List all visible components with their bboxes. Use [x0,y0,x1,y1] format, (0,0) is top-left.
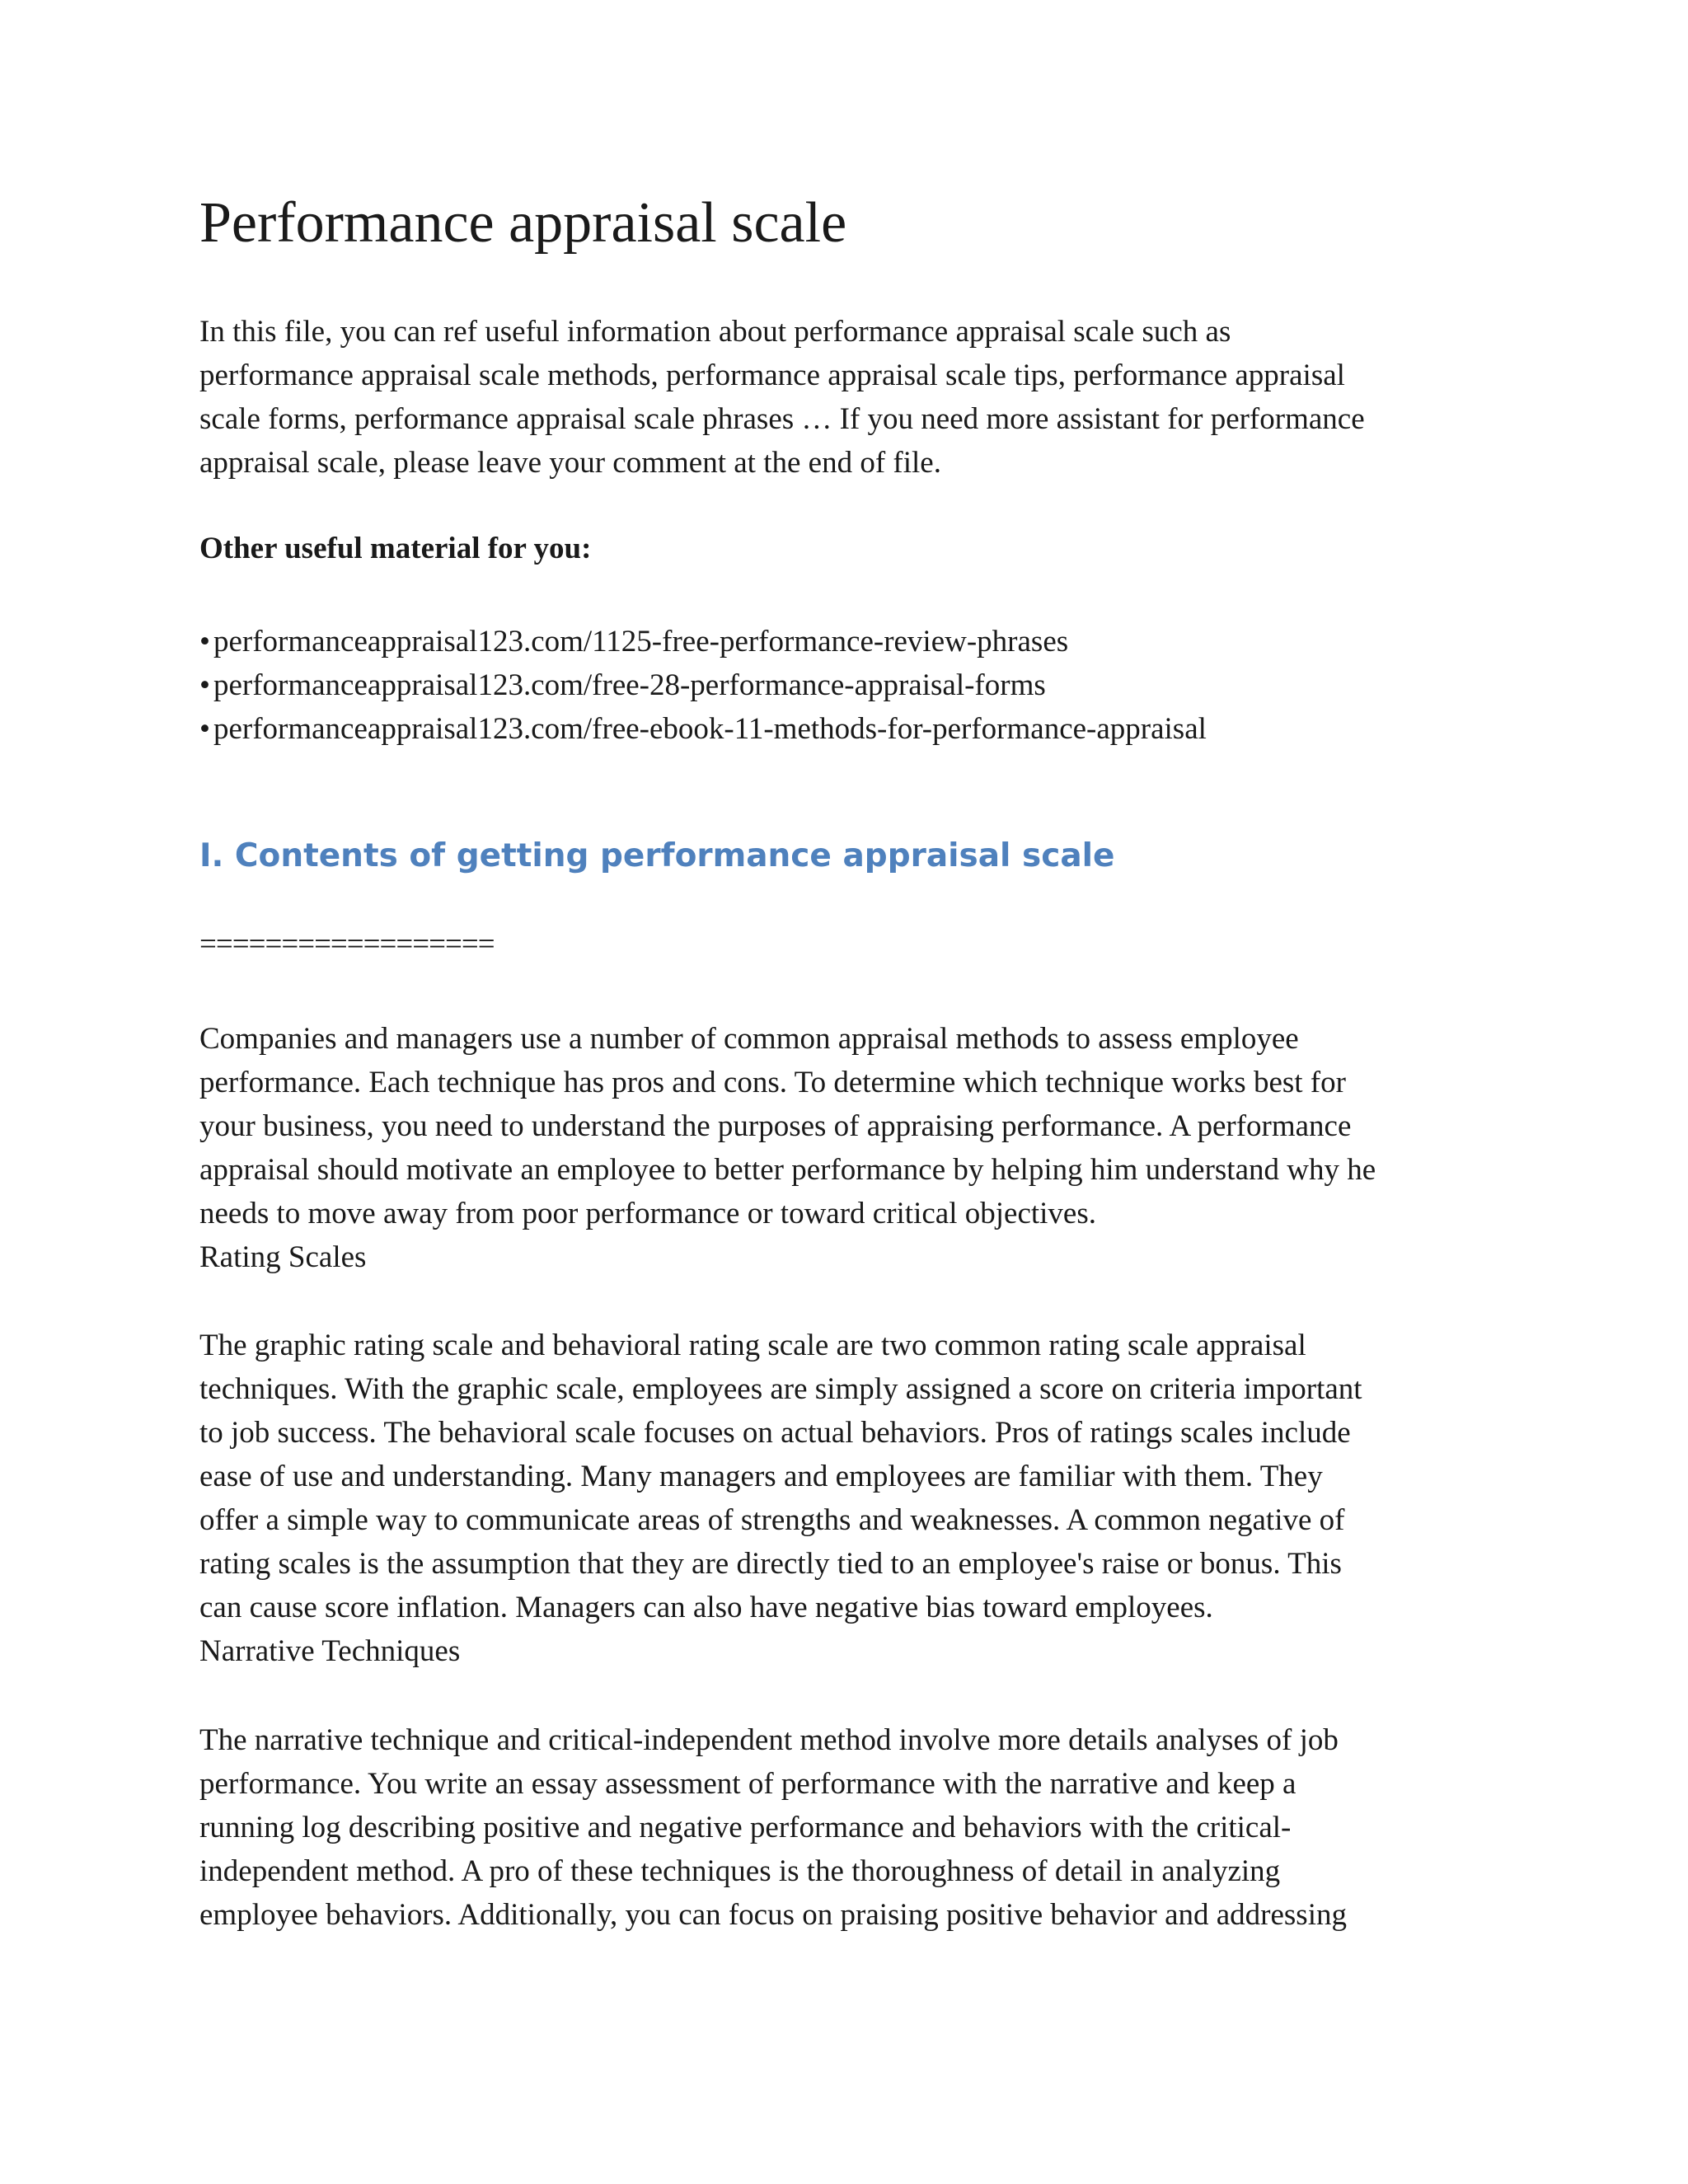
paragraph-line: independent method. A pro of these techniques is the thoroughness of detail in analyzing [199,1854,1281,1888]
bullet-icon: • [199,668,210,702]
paragraph-line: your business, you need to understand the purposes of appraising performance. A performance [199,1109,1352,1143]
intro-line: In this file, you can ref useful information about performance appraisal scale such as [199,315,1231,349]
section-divider: ================== [199,927,495,961]
paragraph-line: to job success. The behavioral scale focuses on actual behaviors. Pros of ratings scales include [199,1416,1351,1450]
paragraph-line: performance. You write an essay assessment of performance with the narrative and keep a [199,1767,1296,1801]
paragraph-line: rating scales is the assumption that they are directly tied to an employee's raise or bonus. This [199,1547,1342,1581]
material-link-item[interactable] [199,707,1207,751]
paragraph-line: The graphic rating scale and behavioral rating scale are two common rating scale appraisal [199,1329,1306,1362]
paragraph-line: can cause score inflation. Managers can also have negative bias toward employees. [199,1591,1213,1624]
paragraph-line: performance. Each technique has pros and cons. To determine which technique works best for [199,1066,1346,1099]
material-links-list [199,620,1207,751]
intro-paragraph [199,310,1502,485]
paragraph-rating-scales [199,1324,1502,1673]
paragraph-line: running log describing positive and negative performance and behaviors with the critical- [199,1811,1292,1844]
paragraph-line: employee behaviors. Additionally, you can focus on praising positive behavior and addressing [199,1898,1347,1932]
intro-line: performance appraisal scale methods, performance appraisal scale tips, performance appraisal [199,359,1345,392]
bullet-icon: • [199,625,210,658]
paragraph-line: Companies and managers use a number of common appraisal methods to assess employee [199,1022,1299,1056]
intro-line: appraisal scale, please leave your comment at the end of file. [199,446,941,480]
material-link-item[interactable] [199,620,1207,663]
intro-line: scale forms, performance appraisal scale phrases … If you need more assistant for performance [199,402,1365,436]
paragraph-line: techniques. With the graphic scale, employees are simply assigned a score on criteria important [199,1372,1362,1406]
subheading-narrative-techniques: Narrative Techniques [199,1634,461,1668]
paragraph-line: appraisal should motivate an employee to better performance by helping him understand why he [199,1153,1376,1187]
other-material-label: Other useful material for you: [199,532,592,565]
paragraph-line: offer a simple way to communicate areas of strengths and weaknesses. A common negative of [199,1503,1345,1537]
subheading-rating-scales: Rating Scales [199,1240,367,1274]
paragraph-rating-intro [199,1017,1502,1279]
material-link-text[interactable]: performanceappraisal123.com/free-28-performance-appraisal-forms [213,668,1046,702]
paragraph-line: needs to move away from poor performance or toward critical objectives. [199,1197,1096,1230]
paragraph-line: ease of use and understanding. Many managers and employees are familiar with them. They [199,1460,1323,1493]
paragraph-line: The narrative technique and critical-independent method involve more details analyses of job [199,1723,1339,1757]
material-link-item[interactable] [199,663,1207,707]
paragraph-narrative [199,1718,1502,1937]
section-heading: I. Contents of getting performance appraisal scale [199,837,1115,874]
page-title: Performance appraisal scale [199,191,847,255]
material-link-text[interactable]: performanceappraisal123.com/free-ebook-11-methods-for-performance-appraisal [213,712,1207,746]
bullet-icon: • [199,712,210,746]
material-link-text[interactable]: performanceappraisal123.com/1125-free-performance-review-phrases [213,625,1069,658]
